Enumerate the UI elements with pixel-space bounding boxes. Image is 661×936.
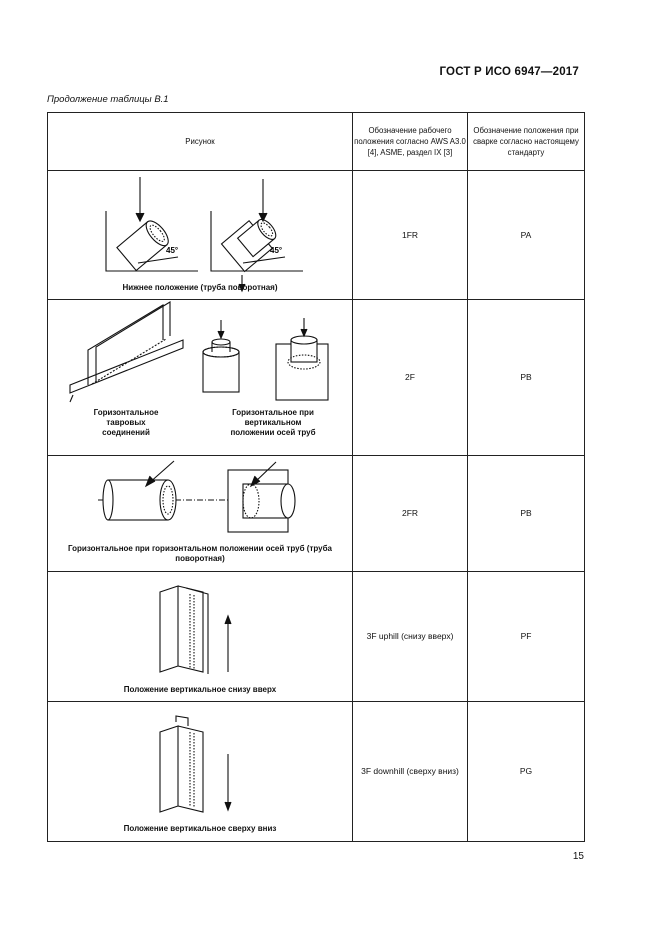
aws-code: 1FR bbox=[353, 171, 468, 300]
table-row bbox=[48, 456, 585, 572]
figure-caption: Положение вертикальное снизу вверх bbox=[123, 685, 277, 694]
aws-code: 3F uphill (снизу вверх) bbox=[353, 572, 468, 702]
table-row bbox=[48, 572, 585, 702]
aws-code: 3F downhill (сверху вниз) bbox=[353, 702, 468, 842]
column-header-aws: Обозначение рабочего положения согласно AWS A3.0 [4], ASME, раздел IX [3] bbox=[353, 113, 468, 171]
standard-designation: ГОСТ Р ИСО 6947—2017 bbox=[439, 66, 579, 78]
iso-code: PB bbox=[468, 300, 585, 456]
iso-code: PG bbox=[468, 702, 585, 842]
page-number: 15 bbox=[572, 851, 584, 862]
figure-cell-2f bbox=[48, 300, 353, 456]
table-row bbox=[48, 171, 585, 300]
table-header-row bbox=[48, 113, 585, 171]
iso-code: PB bbox=[468, 456, 585, 572]
figure-cell-3f-uphill bbox=[48, 572, 353, 702]
column-header-figure: Рисунок bbox=[48, 113, 353, 171]
aws-code: 2F bbox=[353, 300, 468, 456]
table-row bbox=[48, 702, 585, 842]
iso-code: PF bbox=[468, 572, 585, 702]
column-header-iso: Обозначение положения при сварке согласно настоящему стандарту bbox=[468, 113, 585, 171]
figure-cell-2fr bbox=[48, 456, 353, 572]
figure-caption-right: Горизонтальное при вертикальном положении осей труб bbox=[230, 408, 316, 437]
rotating-pipe-flat-figure bbox=[48, 171, 353, 299]
iso-code: PA bbox=[468, 171, 585, 300]
figure-caption: Нижнее положение (труба поворотная) bbox=[122, 283, 278, 292]
table-caption: Продолжение таблицы B.1 bbox=[47, 94, 169, 105]
welding-positions-table bbox=[47, 112, 585, 842]
angle-label-right: 45° bbox=[270, 246, 283, 255]
figure-caption: Горизонтальное при горизонтальном положении осей труб (труба поворотная) bbox=[68, 544, 332, 563]
aws-code: 2FR bbox=[353, 456, 468, 572]
table-row bbox=[48, 300, 585, 456]
figure-caption: Положение вертикальное сверху вниз bbox=[123, 824, 277, 833]
figure-caption-left: Горизонтальное тавровых соединений bbox=[93, 408, 159, 437]
vertical-uphill-figure bbox=[48, 572, 353, 701]
figure-cell-3f-downhill bbox=[48, 702, 353, 842]
vertical-downhill-figure bbox=[48, 702, 353, 841]
figure-cell-1fr bbox=[48, 171, 353, 300]
angle-label-left: 45° bbox=[166, 246, 179, 255]
